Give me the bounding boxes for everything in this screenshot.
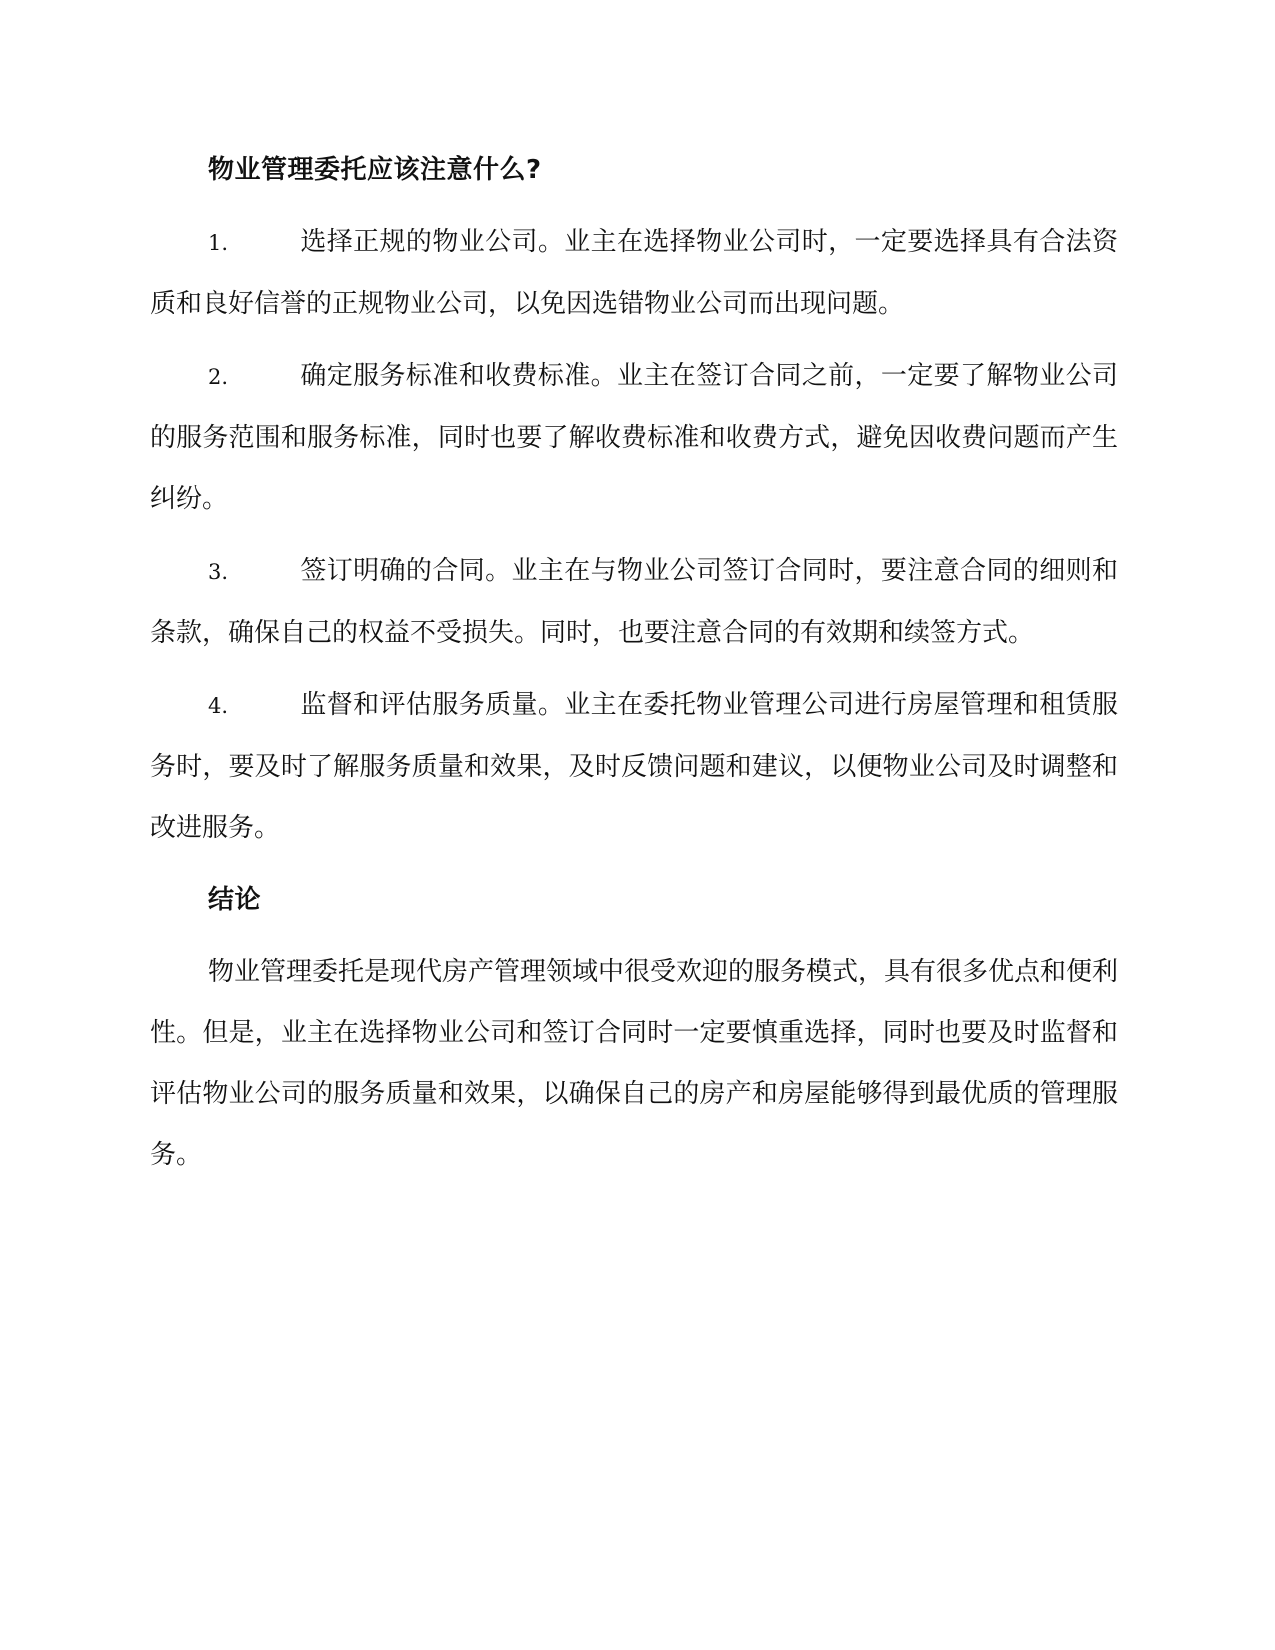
list-item-text: 选择正规的物业公司。业主在选择物业公司时，一定要选择具有合法资质和良好信誉的正规物业公司，以免因选错物业公司而出现问题。	[150, 227, 1118, 319]
conclusion-paragraph: 物业管理委托是现代房产管理领域中很受欢迎的服务模式，具有很多优点和便利性。但是，业主在选择物业公司和签订合同时一定要慎重选择，同时也要及时监督和评估物业公司的服务质量和效果，以确保自己的房产和房屋能够得到最优质的管理服务。	[150, 957, 1119, 1170]
list-item-number: 2.	[208, 365, 229, 389]
list-item	[150, 346, 1118, 530]
list-item-number: 4.	[208, 694, 229, 718]
list-item-text: 监督和评估服务质量。业主在委托物业管理公司进行房屋管理和租赁服务时，要及时了解服务质量和效果，及时反馈问题和建议，以便物业公司及时调整和改进服务。	[150, 690, 1118, 843]
document-page	[150, 140, 1118, 1186]
list-item-text: 签订明确的合同。业主在与物业公司签订合同时，要注意合同的细则和条款，确保自己的权益不受损失。同时，也要注意合同的有效期和续签方式。	[150, 556, 1118, 648]
section-heading-conclusion: 结论	[208, 885, 262, 915]
list-item-text: 确定服务标准和收费标准。业主在签订合同之前，一定要了解物业公司的服务范围和服务标准，同时也要了解收费标准和收费方式，避免因收费问题而产生纠纷。	[150, 361, 1118, 514]
list-item-number: 3.	[208, 560, 229, 584]
list-item	[150, 541, 1118, 664]
list-item	[150, 212, 1118, 335]
list-item-number: 1.	[208, 231, 229, 255]
section-heading-notes: 物业管理委托应该注意什么?	[208, 155, 542, 185]
list-item	[150, 675, 1118, 859]
